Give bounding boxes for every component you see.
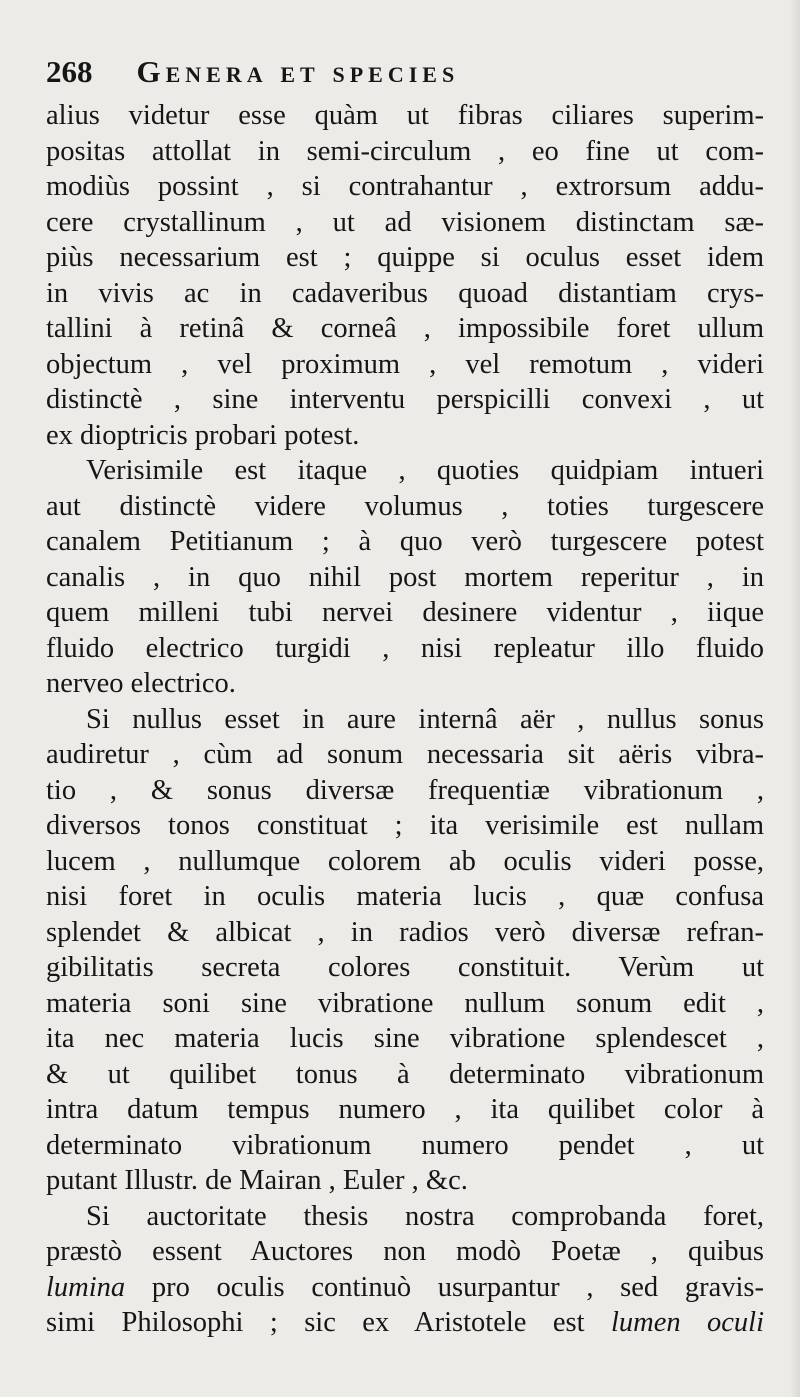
text-line: lumina pro oculis continuò usurpantur , sed gravis- (46, 1271, 764, 1303)
text-line: fluido electrico turgidi , nisi repleatur illo fluido (46, 632, 764, 664)
text-line: positas attollat in semi-circulum , eo fine ut com- (46, 135, 764, 167)
text-line: cere crystallinum , ut ad visionem distinctam sæ- (46, 206, 764, 238)
text-line: Verisimile est itaque , quoties quidpiam intueri (86, 455, 764, 486)
text-line: intra datum tempus numero , ita quilibet color à (46, 1094, 764, 1125)
text-line: distinctè , sine interventu perspicilli convexi , ut (46, 384, 764, 415)
text-line: in vivis ac in cadaveribus quoad distantiam crys- (46, 277, 764, 309)
paragraph (46, 1199, 764, 1341)
text-line: audiretur , cùm ad sonum necessaria sit aëris vibra- (46, 739, 764, 770)
page-number: 268 (46, 54, 93, 89)
text-line: canalis , in quo nihil post mortem reperitur , in (46, 561, 764, 593)
text-line: tallini à retinâ & corneâ , impossibile foret ullum (46, 313, 764, 344)
text-line: tio , & sonus diversæ frequentiæ vibrationum , (46, 774, 764, 806)
paragraph (46, 702, 764, 1199)
running-head (46, 54, 764, 98)
paragraph (46, 453, 764, 702)
text-line: Si auctoritate thesis nostra comprobanda foret, (86, 1200, 764, 1232)
text-line: canalem Petitianum ; à quo verò turgescere potest (46, 526, 764, 557)
body-text (46, 98, 764, 1341)
text-line: ex dioptricis probari potest. (46, 419, 360, 451)
text-line: lucem , nullumque colorem ab oculis videri posse, (46, 845, 764, 877)
text-line: determinato vibrationum numero pendet , ut (46, 1129, 764, 1161)
text-line: alius videtur esse quàm ut fibras ciliares superim- (46, 100, 764, 131)
text-line: Si nullus esset in aure internâ aër , nullus sonus (86, 703, 764, 735)
text-line: modiùs possint , si contrahantur , extrorsum addu- (46, 171, 764, 202)
text-line: præstò essent Auctores non modò Poetæ , quibus (46, 1236, 764, 1267)
text-line: aut distinctè videre volumus , toties turgescere (46, 490, 764, 522)
text-line: materia soni sine vibratione nullum sonum edit , (46, 987, 764, 1019)
text-line: quem milleni tubi nervei desinere videntur , iique (46, 597, 764, 628)
text-line: simi Philosophi ; sic ex Aristotele est lumen oculi (46, 1307, 764, 1338)
running-title: Genera et species (136, 54, 460, 89)
text-line: objectum , vel proximum , vel remotum , videri (46, 348, 764, 380)
text-line: nisi foret in oculis materia lucis , quæ confusa (46, 881, 764, 912)
paragraph (46, 98, 764, 453)
text-line: diversos tonos constituat ; ita verisimile est nullam (46, 810, 764, 841)
text-line: & ut quilibet tonus à determinato vibrationum (46, 1058, 764, 1090)
text-line: splendet & albicat , in radios verò diversæ refran- (46, 916, 764, 948)
text-line: ita nec materia lucis sine vibratione splendescet , (46, 1023, 764, 1054)
text-line: putant Illustr. de Mairan , Euler , &c. (46, 1165, 468, 1196)
text-line: gibilitatis secreta colores constituit. Verùm ut (46, 952, 764, 983)
text-line: nerveo electrico. (46, 668, 236, 699)
text-line: piùs necessarium est ; quippe si oculus esset idem (46, 242, 764, 273)
